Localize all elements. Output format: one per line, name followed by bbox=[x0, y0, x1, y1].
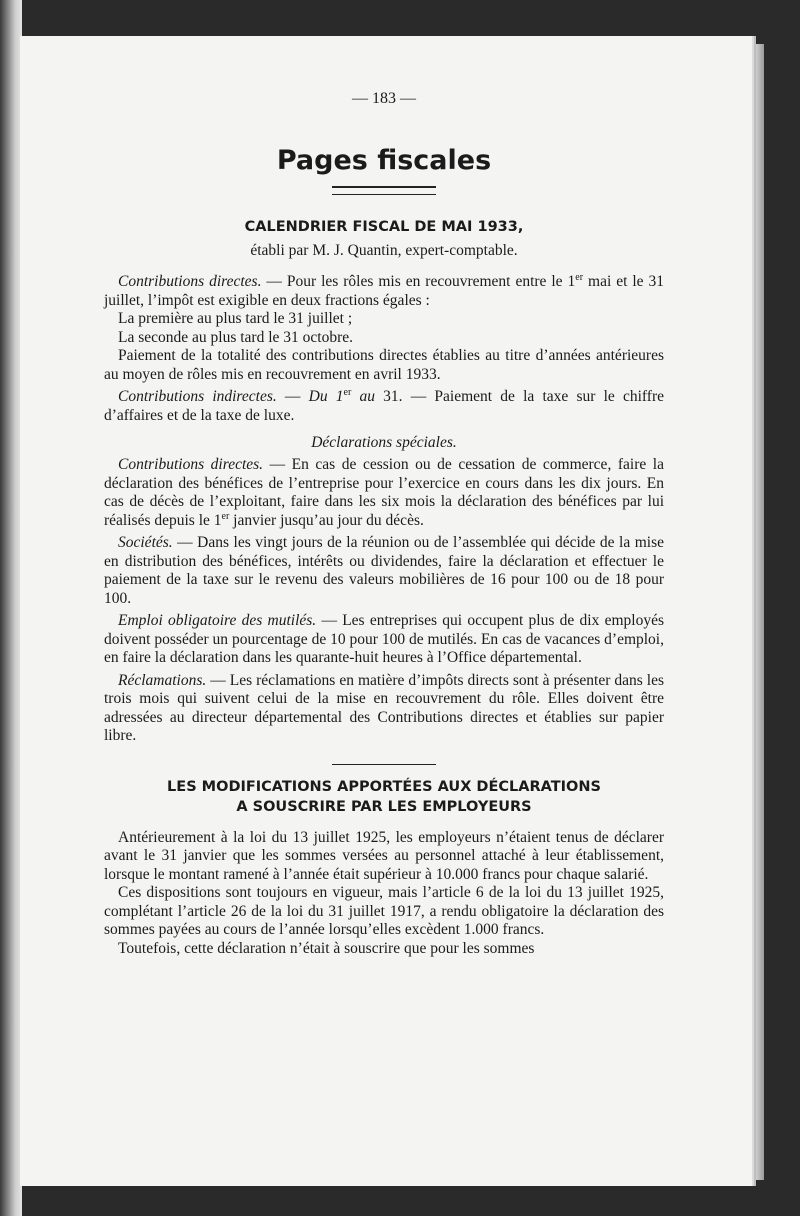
text: 31. — Paiement de la taxe sur le chiffre d’affaires et de la taxe de luxe. bbox=[104, 388, 664, 424]
text: — bbox=[276, 388, 309, 405]
text: — Pour les rôles mis en recouvrement entre le 1 bbox=[261, 273, 576, 290]
text: mai et le 31 juillet, l’impôt est exigible en deux fractions égales : bbox=[104, 273, 664, 309]
text: — Les entreprises qui occupent plus de dix employés doivent posséder un pourcentage de 10 pour 100 de mutilés. En cas de vacances d’emploi, en faire la déclaration dans les quarante-huit heures à l’Office départemental. bbox=[104, 612, 664, 666]
section2-heading-line2: A SOUSCRIRE PAR LES EMPLOYEURS bbox=[236, 798, 532, 815]
section1-heading: CALENDRIER FISCAL DE MAI 1933, bbox=[244, 219, 524, 235]
page-content bbox=[104, 88, 664, 958]
text: Du 1 bbox=[308, 388, 344, 405]
section-divider bbox=[332, 764, 436, 765]
text: au bbox=[351, 388, 375, 405]
page-number: — 183 — bbox=[352, 90, 416, 107]
declarations-heading: Déclarations spéciales. bbox=[311, 434, 457, 451]
paragraph-dispositions: Ces dispositions sont toujours en vigueur, mais l’article 6 de la loi du 13 juillet 1925, complétant l’article 26 de la loi du 31 juillet 1917, a rendu obligatoire la déclaration des sommes payées au cours de l’année lorsqu’elles excèdent 1.000 francs. bbox=[104, 884, 664, 938]
paragraph-paiement: Paiement de la totalité des contributions directes établies au titre d’années antérieures au moyen de rôles mis en recouvrement en avril 1933. bbox=[104, 347, 664, 383]
section1-subheading: établi par M. J. Quantin, expert-comptable. bbox=[250, 242, 518, 259]
text: janvier jusqu’au jour du décès. bbox=[229, 511, 424, 529]
label-reclamations: Réclamations. bbox=[118, 671, 207, 689]
paragraph-line: La première au plus tard le 31 juillet ; bbox=[118, 310, 353, 327]
superscript: er bbox=[575, 271, 584, 283]
left-page-edge bbox=[0, 0, 22, 1216]
label-contributions-directes: Contributions directes. bbox=[118, 273, 262, 290]
paragraph-contributions-directes bbox=[104, 273, 664, 310]
paragraph-societes bbox=[104, 534, 664, 608]
paragraph-anterieurement: Antérieurement à la loi du 13 juillet 1925, les employeurs n’étaient tenus de déclarer avant le 31 janvier que les sommes versées au personnel attaché à leur établissement, lorsque le montant ramené à l’année était supérieur à 10.000 francs pour chaque salarié. bbox=[104, 828, 664, 883]
label-contributions-directes: Contributions directes. bbox=[118, 456, 264, 473]
text: — En cas de cession ou de cessation de commerce, faire la déclaration des bénéfices de l’entreprise pour l’exercice en cours dans les dix jours. En cas de décès de l’exploitant, faire dans les six mois la déclaration des bénéfices par lui réalisés depuis le 1 bbox=[104, 456, 664, 529]
label-contributions-indirectes: Contributions indirectes. bbox=[118, 388, 277, 405]
page-title: Pages fiscales bbox=[276, 145, 492, 176]
paragraph-line: La seconde au plus tard le 31 octobre. bbox=[118, 328, 353, 346]
text: — Dans les vingt jours de la réunion ou de l’assemblée qui décide de la mise en distribution des bénéfices, intérêts ou dividendes, faire la déclaration et effectuer le paiement de la taxe sur le revenu des valeurs mobilières de 16 pour 100 ou de 18 pour 100. bbox=[104, 534, 664, 607]
label-emploi-mutiles: Emploi obligatoire des mutilés. bbox=[118, 612, 317, 629]
paragraph-toutefois: Toutefois, cette déclaration n’était à souscrire que pour les sommes bbox=[118, 939, 535, 957]
document-page bbox=[20, 36, 752, 1186]
superscript: er bbox=[221, 510, 230, 522]
title-rule bbox=[332, 186, 436, 195]
paragraph-contributions-indirectes bbox=[104, 388, 664, 425]
superscript: er bbox=[343, 386, 352, 398]
page-stack-edge bbox=[752, 44, 764, 1180]
section2-heading-line1: LES MODIFICATIONS APPORTÉES AUX DÉCLARATIONS bbox=[167, 778, 601, 795]
label-societes: Sociétés. bbox=[118, 534, 173, 551]
text: — Les réclamations en matière d’impôts directs sont à présenter dans les trois mois qui suivent celui de la mise en recouvrement du rôle. Elles doivent être adressées au directeur départemental des Contributions directes et établies sur papier libre. bbox=[104, 671, 664, 744]
paragraph-mutiles bbox=[104, 612, 664, 668]
paragraph-reclamations bbox=[104, 672, 664, 746]
paragraph-cession bbox=[104, 456, 664, 530]
